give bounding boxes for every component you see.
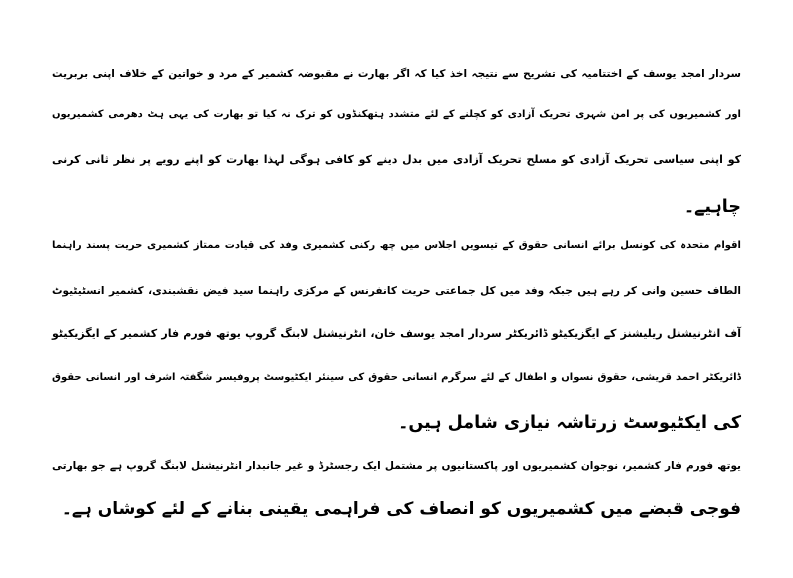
- paragraph-2-line-2: الطاف حسین وانی کر رہے ہیں جبکہ وفد میں کل جماعتی حریت کانفرنس کے مرکزی راہنما سید فیض نقشبندی، کشمیر انسٹیٹیوٹ: [52, 285, 741, 297]
- paragraph-1-line-4: چاہیے۔: [683, 197, 741, 217]
- paragraph-1-line-2: اور کشمیریوں کی پر امن شہری تحریک آزادی کو کچلنے کے لئے متشدد ہتھکنڈوں کو ترک نہ کیا تو بھارت کی یہی ہٹ دھرمی کشمیریوں: [52, 109, 741, 120]
- paragraph-2-line-1: اقوام متحدہ کی کونسل برائے انسانی حقوق کے تیسویں اجلاس میں چھ رکنی کشمیری وفد کی قیادت ممتاز کشمیری حریت پسند راہنما: [52, 240, 741, 251]
- paragraph-3-line-1: یوتھ فورم فار کشمیر، نوجوان کشمیریوں اور پاکستانیوں پر مشتمل ایک رجسٹرڈ و غیر جانبدار انٹرنیشنل لابنگ گروپ ہے جو بھارتی: [52, 460, 741, 472]
- paragraph-2-line-5: کی ایکٹیوسٹ زرتاشہ نیازی شامل ہیں۔: [398, 413, 741, 433]
- paragraph-1-line-1: سردار امجد یوسف کے اختتامیہ کی تشریح سے نتیجہ اخذ کیا کہ اگر بھارت نے مقبوضہ کشمیر کے مرد و خواتین کے خلاف اپنی بربریت: [52, 68, 741, 80]
- paragraph-1-line-3: کو اپنی سیاسی تحریک آزادی کو مسلح تحریک آزادی میں بدل دینے کو کافی ہوگی لہذا بھارت کو اپنے رویے پر نظر ثانی کرنی: [52, 153, 741, 166]
- paragraph-3-line-2: فوجی قبضے میں کشمیریوں کو انصاف کی فراہمی یقینی بنانے کے لئے کوشاں ہے۔: [61, 499, 741, 519]
- paragraph-2-line-3: آف انٹرنیشنل ریلیشنز کے ایگزیکیٹو ڈائریکٹر سردار امجد یوسف خان، انٹرنیشنل لابنگ گروپ یوتھ فورم فار کشمیر کے ایگزیکیٹو: [52, 327, 741, 340]
- paragraph-2-line-4: ڈائریکٹر احمد قریشی، حقوق نسواں و اطفال کے لئے سرگرم انسانی حقوق کی سینئر ایکٹیوسٹ پروفیسر شگفتہ اشرف اور انسانی حقوق: [52, 372, 741, 383]
